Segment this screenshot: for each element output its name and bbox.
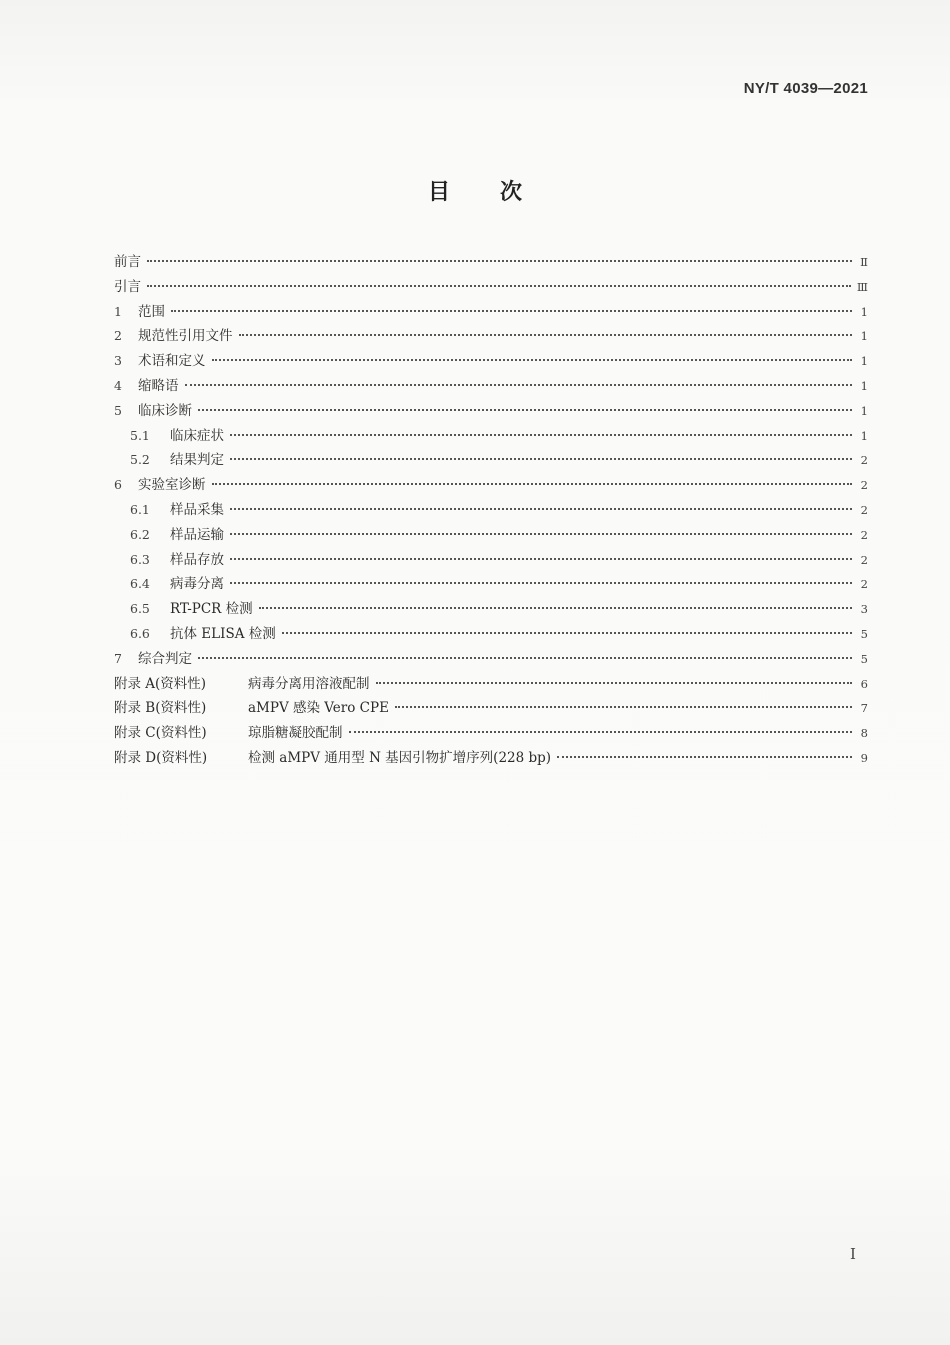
toc-entry-heading [114,550,224,570]
toc-entry-label: 引言 [114,278,141,295]
toc-entry-page: 2 [860,552,868,567]
dot-leader [230,582,852,584]
toc-entry-page: 1 [860,403,868,418]
toc-appendix-entry[interactable] [114,723,868,748]
toc-entry-number: 6.6 [130,625,150,641]
dot-leader [557,756,852,758]
toc-entry-page: 2 [860,502,868,517]
dot-leader [230,458,852,460]
dot-leader [171,310,852,312]
document-code: NY/T 4039—2021 [743,80,868,97]
toc-entry-label: 范围 [138,303,165,320]
toc-entry-label: 术语和定义 [138,353,206,370]
toc-appendix-entry[interactable] [114,698,868,723]
toc-entry-label: 综合判定 [138,650,192,667]
toc-entry-heading [114,252,141,272]
toc-entry-page: 1 [860,329,868,344]
appendix-prefix: 附录 D(资料性) [114,749,208,766]
page-title: 目次 [427,180,572,205]
toc-entry-page: 1 [860,378,868,393]
toc-entry-heading [114,624,276,644]
toc-entry-heading [114,401,192,421]
toc-entry[interactable] [114,624,868,649]
toc-entry-heading [114,450,224,470]
toc-entry[interactable] [114,426,868,451]
toc-entry-heading [114,376,179,396]
toc-entry-page: 2 [860,453,868,468]
toc-entry-label: 样品运输 [170,526,224,543]
toc-entry-heading [114,475,206,495]
appendix-label: aMPV 感染 Vero CPE [248,700,389,717]
toc-entry[interactable] [114,302,868,327]
toc-entry-page: 1 [860,354,868,369]
toc-entry-heading [114,302,165,322]
dot-leader [147,285,851,287]
dot-leader [259,607,852,609]
toc-entry[interactable] [114,599,868,624]
toc-entry-label: 病毒分离 [170,576,224,593]
toc-entry-heading [114,426,224,446]
toc-entry-page: 8 [860,726,868,741]
toc-entry-number: 6.4 [130,576,150,592]
toc-entry-label: 结果判定 [170,452,224,469]
toc-entry[interactable] [114,351,868,376]
toc-entry-page: 3 [860,602,868,617]
dot-leader [147,260,852,262]
toc-entry[interactable] [114,550,868,575]
toc-entry-number: 3 [114,353,122,369]
toc-entry-number: 7 [114,650,122,666]
dot-leader [395,706,852,708]
toc-entry-page: 7 [860,701,868,716]
toc-entry-heading [114,723,343,743]
toc-entry-heading [114,574,224,594]
toc-entry-heading [114,351,206,371]
toc-entry-number: 5.1 [130,427,150,443]
toc-entry-page: 1 [860,428,868,443]
toc-entry[interactable] [114,500,868,525]
toc-entry[interactable] [114,450,868,475]
dot-leader [349,731,853,733]
toc-entry-label: 临床诊断 [138,402,192,419]
toc-entry-label: 前言 [114,254,141,270]
toc-entry-heading [114,649,192,669]
toc-entry[interactable] [114,475,868,500]
toc-entry-page: Ⅱ [860,255,868,269]
toc-entry-heading [114,599,253,619]
table-of-contents [114,252,868,773]
dot-leader [198,409,852,411]
dot-leader [230,508,852,510]
dot-leader [282,632,852,634]
dot-leader [230,558,852,560]
dot-leader [185,384,853,386]
toc-entry-page: 5 [860,626,868,641]
toc-entry-heading [114,748,551,768]
toc-entry-number: 6.3 [130,551,150,567]
dot-leader [212,483,853,485]
toc-entry-label: 抗体 ELISA 检测 [170,625,276,642]
toc-entry-page: 5 [860,651,868,666]
toc-entry[interactable] [114,252,868,277]
toc-entry-heading [114,277,141,297]
dot-leader [376,682,853,684]
toc-entry-label: 样品存放 [170,551,224,568]
appendix-label: 检测 aMPV 通用型 N 基因引物扩增序列(228 bp) [248,749,552,766]
dot-leader [212,359,853,361]
toc-entry-page: Ⅲ [856,279,868,294]
toc-appendix-entry[interactable] [114,748,868,773]
dot-leader [230,434,852,436]
toc-entry-number: 4 [114,377,122,393]
appendix-label: 病毒分离用溶液配制 [248,675,370,692]
toc-entry-heading [114,525,224,545]
toc-entry-heading [114,674,370,694]
toc-entry-heading [114,698,389,718]
dot-leader [230,533,852,535]
toc-entry[interactable] [114,525,868,550]
toc-entry-label: 规范性引用文件 [138,328,233,345]
toc-entry-number: 6.1 [130,501,150,517]
toc-entry[interactable] [114,277,868,302]
toc-entry-page: 1 [860,304,868,319]
appendix-prefix: 附录 A(资料性) [114,675,207,692]
toc-entry-page: 9 [860,750,868,765]
toc-entry[interactable] [114,401,868,426]
appendix-prefix: 附录 C(资料性) [114,725,207,742]
toc-appendix-entry[interactable] [114,674,868,699]
toc-entry-page: 2 [860,478,868,493]
toc-entry-label: 实验室诊断 [138,477,206,494]
toc-entry[interactable] [114,649,868,674]
appendix-label: 琼脂糖凝胶配制 [248,725,343,742]
page-number: Ⅰ [850,1245,856,1263]
toc-entry-heading [114,500,224,520]
toc-entry[interactable] [114,376,868,401]
toc-entry-label: 缩略语 [138,377,179,394]
dot-leader [198,657,852,659]
toc-entry-number: 1 [114,303,122,319]
toc-entry[interactable] [114,574,868,599]
toc-entry-number: 2 [114,328,122,344]
toc-entry-page: 2 [860,577,868,592]
toc-entry-label: 临床症状 [170,427,224,444]
toc-entry-heading [114,326,233,346]
dot-leader [239,334,853,336]
toc-entry-number: 5 [114,402,122,418]
toc-entry-label: RT-PCR 检测 [170,601,253,618]
toc-entry-label: 样品采集 [170,501,224,518]
toc-entry-number: 6.5 [130,601,150,617]
toc-entry-number: 6 [114,477,122,493]
appendix-prefix: 附录 B(资料性) [114,700,207,717]
toc-entry-number: 6.2 [130,526,150,542]
toc-entry-number: 5.2 [130,452,150,468]
toc-entry-page: 6 [860,676,868,691]
toc-entry-page: 2 [860,527,868,542]
toc-entry[interactable] [114,326,868,351]
